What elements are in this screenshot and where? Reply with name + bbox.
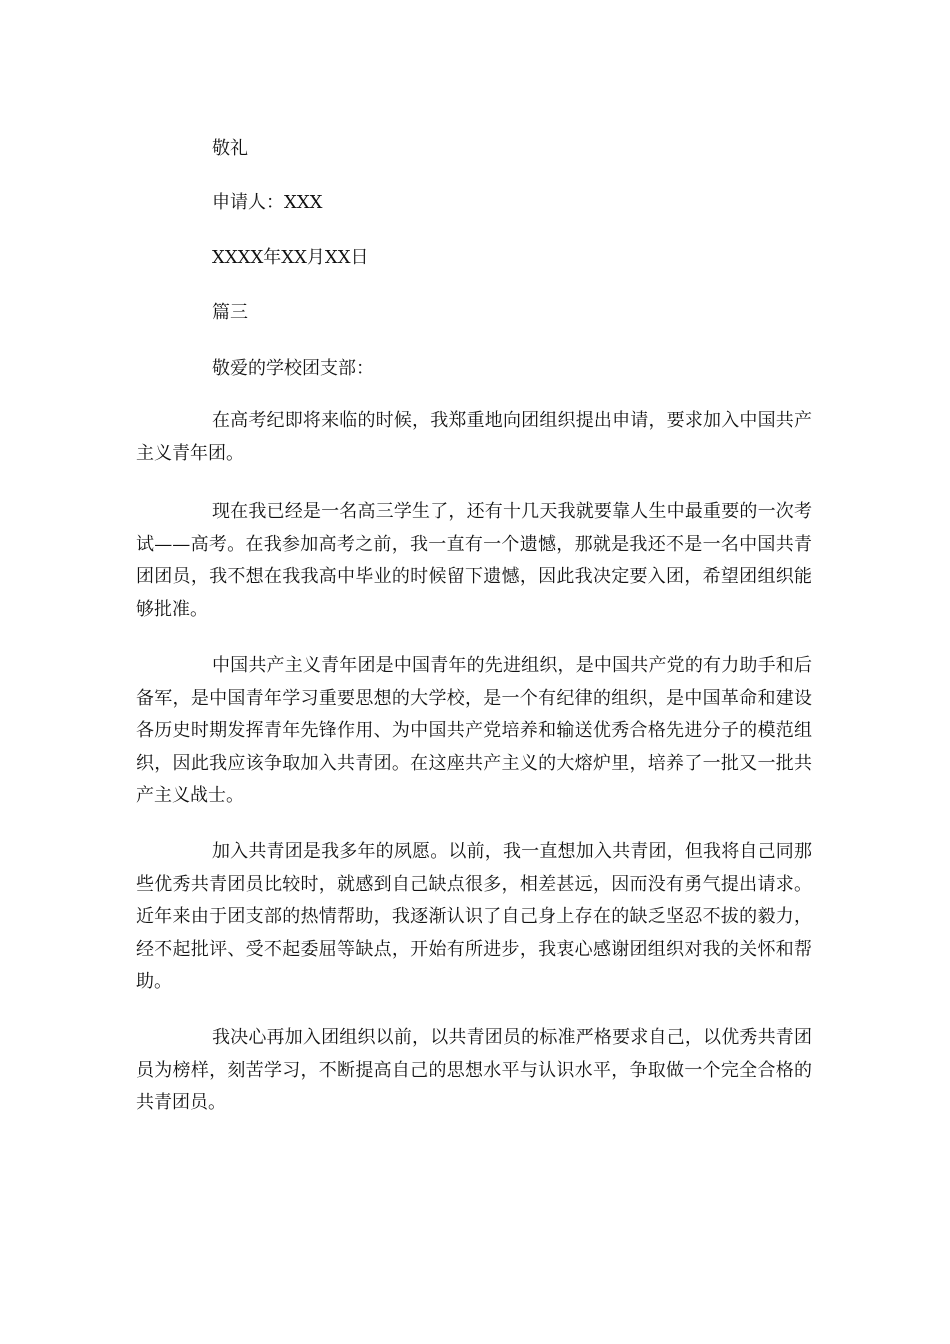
paragraph-3: 中国共产主义青年团是中国青年的先进组织，是中国共产党的有力助手和后备军，是中国青年学习重要思想的大学校，是一个有纪律的组织，是中国革命和建设各历史时期发挥青年先锋作用、为中国共产党培养和输送优秀合格先进分子的模范组织，因此我应该争取加入共青团。在这座共产主义的大熔炉里，培养了一批又一批共产主义战士。 [136,655,812,807]
salutation: 敬爱的学校团支部： [212,358,374,379]
paragraph-4: 加入共青团是我多年的夙愿。以前，我一直想加入共青团，但我将自己同那些优秀共青团员比较时，就感到自己缺点很多，相差甚远，因而没有勇气提出请求。近年来由于团支部的热情帮助，我逐渐认识了自己身上存在的缺乏坚忍不拔的毅力，经不起批评、受不起委屈等缺点，开始有所进步，我衷心感谢团组织对我的关怀和帮助。 [136,841,812,993]
section-title: 篇三 [212,302,248,323]
applicant-line: 申请人：XXX [212,192,323,213]
paragraph-2: 现在我已经是一名高三学生了，还有十几天我就要靠人生中最重要的一次考试——高考。在我参加高考之前，我一直有一个遗憾，那就是我还不是一名中国共青团团员，我不想在我我高中毕业的时候留下遗憾，因此我决定要入团，希望团组织能够批准。 [136,501,812,620]
paragraph-1: 在高考纪即将来临的时候，我郑重地向团组织提出申请，要求加入中国共产主义青年团。 [136,410,812,464]
paragraph-5: 我决心再加入团组织以前，以共青团员的标准严格要求自己，以优秀共青团员为榜样，刻苦学习，不断提高自己的思想水平与认识水平，争取做一个完全合格的共青团员。 [136,1027,812,1114]
closing-text: 敬礼 [212,138,248,159]
date-line: XXXX年XX月XX日 [212,247,369,268]
